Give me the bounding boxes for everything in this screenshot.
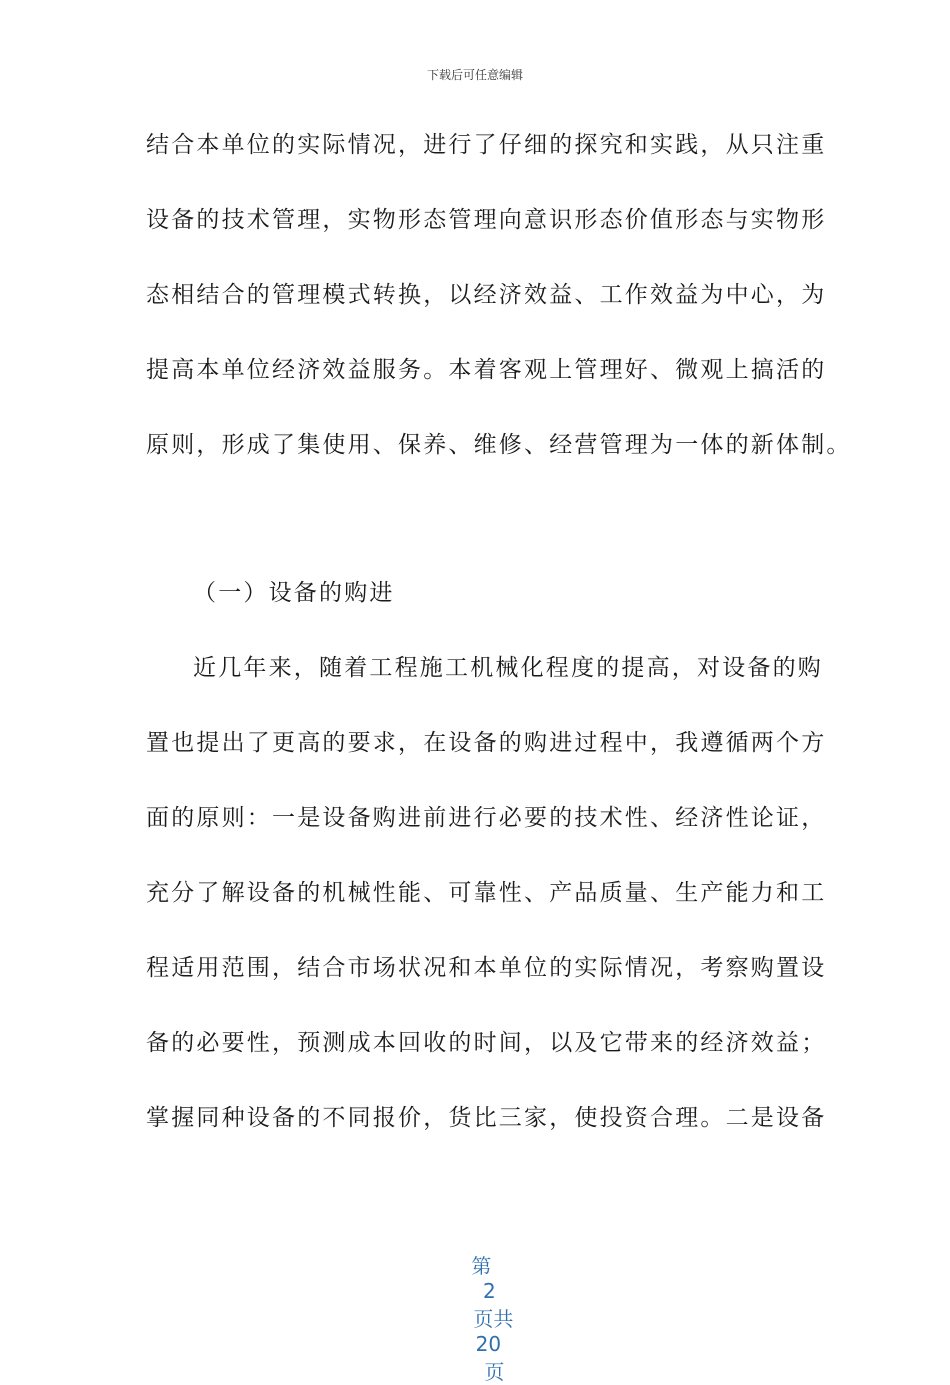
page-footer: [0, 1226, 950, 1385]
paragraph-line: 结合本单位的实际情况，进行了仔细的探究和实践，从只注重: [146, 132, 827, 158]
paragraph-line: 程适用范围，结合市场状况和本单位的实际情况，考察购置设: [146, 955, 827, 981]
paragraph-line: 充分了解设备的机械性能、可靠性、产品质量、生产能力和工: [146, 880, 827, 906]
footer-label-prefix: 第: [471, 1254, 492, 1278]
paragraph-line: 设备的技术管理，实物形态管理向意识形态价值形态与实物形: [146, 207, 827, 233]
paragraph-line: 近几年来，随着工程施工机械化程度的提高，对设备的购: [193, 655, 823, 681]
paragraph-line: 备的必要性，预测成本回收的时间，以及它带来的经济效益；: [146, 1030, 827, 1056]
paragraph-line: 置也提出了更高的要求，在设备的购进过程中，我遵循两个方: [146, 730, 827, 756]
paragraph-line: 原则，形成了集使用、保养、维修、经营管理为一体的新体制。: [146, 432, 852, 458]
total-pages-number: 20: [475, 1332, 502, 1356]
footer-label-suffix: 页: [484, 1360, 505, 1384]
paragraph-line: 态相结合的管理模式转换，以经济效益、工作效益为中心，为: [146, 282, 827, 308]
header-note: 下载后可任意编辑: [426, 68, 523, 82]
paragraph-line: 掌握同种设备的不同报价，货比三家，使投资合理。二是设备: [146, 1105, 827, 1131]
section-heading: （一）设备的购进: [193, 580, 395, 606]
footer-label-middle: 页共: [473, 1307, 514, 1331]
current-page-number: 2: [482, 1279, 496, 1303]
paragraph-line: 提高本单位经济效益服务。本着客观上管理好、微观上搞活的: [146, 357, 827, 383]
paragraph-line: 面的原则：一是设备购进前进行必要的技术性、经济性论证，: [146, 805, 827, 831]
